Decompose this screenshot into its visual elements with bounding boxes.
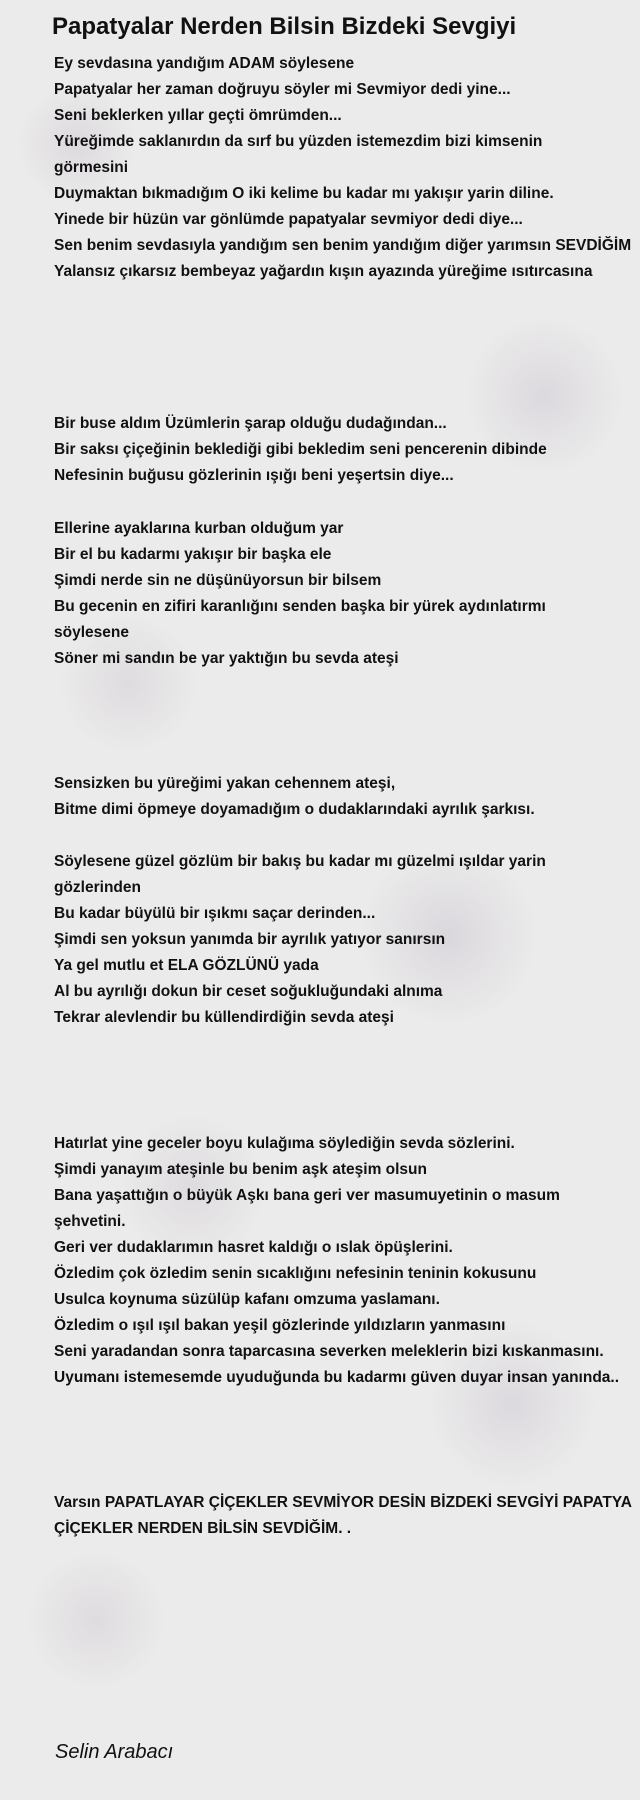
poem-title: Papatyalar Nerden Bilsin Bizdeki Sevgiyi — [52, 13, 517, 40]
stanza-3 — [54, 516, 640, 672]
poem-line: Özledim o ışıl ışıl bakan yeşil gözlerinde yıldızların yanmasını — [54, 1317, 506, 1334]
poem-line: ÇİÇEKLER NERDEN BİLSİN SEVDİĞİM. . — [54, 1520, 352, 1537]
poem-line: Yüreğimde saklanırdın da sırf bu yüzden istemezdim bizi kimsenin görmesini — [54, 133, 543, 176]
poem-line: Bitme dimi öpmeye doyamadığım o dudaklarındaki ayrılık şarkısı. — [54, 801, 535, 818]
poem-line: Papatyalar her zaman doğruyu söyler mi Sevmiyor dedi yine... — [54, 81, 511, 98]
poem-line: Şimdi sen yoksun yanımda bir ayrılık yatıyor sanırsın — [54, 931, 446, 948]
stanza-1 — [54, 51, 640, 285]
poem-line: Seni beklerken yıllar geçti ömrümden... — [54, 107, 342, 124]
poem-line: Varsın PAPATLAYAR ÇİÇEKLER SEVMİYOR DESİN BİZDEKİ SEVGİYİ PAPATYA — [54, 1494, 632, 1511]
poem-line: Bu kadar büyülü bir ışıkmı saçar derinden... — [54, 905, 376, 922]
poem-line: Geri ver dudaklarımın hasret kaldığı o ıslak öpüşlerini. — [54, 1239, 453, 1256]
poem-line: Hatırlat yine geceler boyu kulağıma söylediğin sevda sözlerini. — [54, 1135, 515, 1152]
poem-line: Yinede bir hüzün var gönlümde papatyalar sevmiyor dedi diye... — [54, 211, 523, 228]
poem-line: Ya gel mutlu et ELA GÖZLÜNÜ yada — [54, 957, 319, 974]
poem-line: Bir buse aldım Üzümlerin şarap olduğu dudağından... — [54, 415, 447, 432]
poem-line: Sensizken bu yüreğimi yakan cehennem ateşi, — [54, 775, 396, 792]
poem-line: Al bu ayrılığı dokun bir ceset soğukluğundaki alnıma — [54, 983, 443, 1000]
poem-line: Özledim çok özledim senin sıcaklığını nefesinin teninin kokusunu — [54, 1265, 537, 1282]
poem-line: Bana yaşattığın o büyük Aşkı bana geri ver masumuyetinin o masum şehvetini. — [54, 1187, 560, 1230]
poem-line: Bu gecenin en zifiri karanlığını senden başka bir yürek aydınlatırmı söylesene — [54, 598, 546, 641]
poem-line: Söylesene güzel gözlüm bir bakış bu kadar mı güzelmi ışıldar yarin gözlerinden — [54, 853, 546, 896]
poem-line: Ey sevdasına yandığım ADAM söylesene — [54, 55, 355, 72]
poem-line: Duymaktan bıkmadığım O iki kelime bu kadar mı yakışır yarin diline. — [54, 185, 554, 202]
poem-line: Uyumanı istemesemde uyuduğunda bu kadarmı güven duyar insan yanında.. — [54, 1369, 620, 1386]
poem-line: Bir el bu kadarmı yakışır bir başka ele — [54, 546, 332, 563]
stanza-4 — [54, 771, 640, 823]
poem-author: Selin Arabacı — [55, 1741, 174, 1763]
poem-line: Nefesinin buğusu gözlerinin ışığı beni yeşertsin diye... — [54, 467, 454, 484]
stanza-5 — [54, 849, 640, 1031]
stanza-6 — [54, 1131, 640, 1391]
poem-line: Şimdi yanayım ateşinle bu benim aşk ateşim olsun — [54, 1161, 427, 1178]
poem-line: Ellerine ayaklarına kurban olduğum yar — [54, 520, 344, 537]
poem-line: Tekrar alevlendir bu küllendirdiğin sevda ateşi — [54, 1009, 394, 1026]
poem-line: Bir saksı çiçeğinin beklediği gibi bekledim seni pencerenin dibinde — [54, 441, 547, 458]
poem-line: Yalansız çıkarsız bembeyaz yağardın kışın ayazında yüreğime ısıtırcasına — [54, 263, 593, 280]
poem-line: Seni yaradandan sonra taparcasına severken meleklerin bizi kıskanmasını. — [54, 1343, 604, 1360]
poem-line: Sen benim sevdasıyla yandığım sen benim yandığım diğer yarımsın SEVDİĞİM — [54, 237, 632, 254]
stanza-7 — [54, 1490, 640, 1542]
poem-line: Şimdi nerde sin ne düşünüyorsun bir bilsem — [54, 572, 382, 589]
stanza-2 — [54, 411, 640, 489]
poem-line: Usulca koynuma süzülüp kafanı omzuma yaslamanı. — [54, 1291, 440, 1308]
poem-line: Söner mi sandın be yar yaktığın bu sevda ateşi — [54, 650, 399, 667]
